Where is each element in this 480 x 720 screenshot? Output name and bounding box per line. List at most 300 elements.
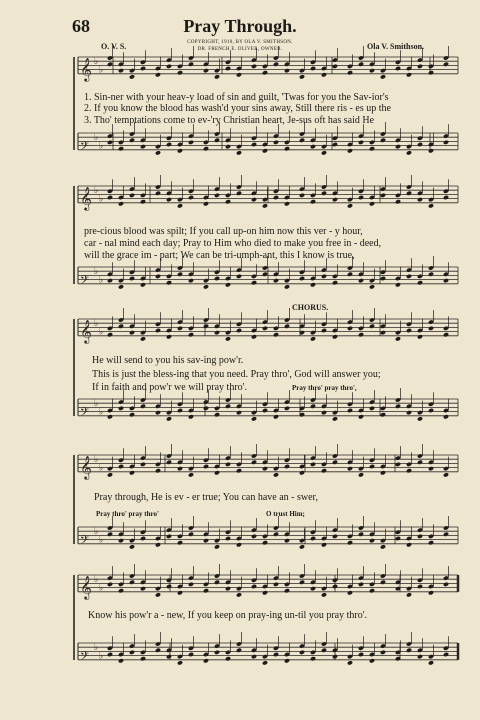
notehead [417, 460, 423, 465]
notehead [236, 592, 242, 597]
notehead [395, 282, 401, 287]
notehead [310, 656, 316, 661]
flat-icon: ♭ [99, 462, 104, 473]
notehead [380, 470, 386, 475]
notehead [380, 74, 386, 79]
notehead [203, 68, 209, 73]
flat-icon: ♭ [99, 406, 104, 417]
notehead [166, 416, 172, 421]
notehead [251, 584, 257, 589]
notehead [358, 278, 364, 283]
notehead [369, 201, 375, 206]
notehead [188, 472, 194, 477]
notehead [155, 542, 161, 547]
notehead [273, 332, 279, 337]
notehead [251, 280, 257, 285]
notehead [406, 648, 412, 653]
notehead [310, 404, 316, 409]
notehead [107, 195, 113, 200]
notehead [225, 144, 231, 149]
notehead [251, 142, 257, 147]
notehead [262, 466, 268, 471]
notehead [417, 416, 423, 421]
notehead [118, 658, 124, 663]
notehead [358, 652, 364, 657]
notehead [310, 282, 316, 287]
notehead [225, 586, 231, 591]
notehead [262, 148, 268, 153]
notehead [406, 150, 412, 155]
notehead [214, 470, 220, 475]
notehead [140, 404, 146, 409]
notehead [225, 656, 231, 661]
notehead [155, 191, 161, 196]
notehead [273, 195, 279, 200]
notehead [310, 66, 316, 71]
notehead [166, 197, 172, 202]
notehead [347, 660, 353, 665]
notehead [203, 588, 209, 593]
flat-icon: ♭ [94, 132, 99, 143]
notehead [310, 536, 316, 541]
notehead [129, 544, 135, 549]
notehead [417, 334, 423, 339]
bass-clef-icon: 𝄢 [80, 405, 90, 422]
notehead [428, 272, 434, 277]
flat-icon: ♭ [94, 454, 99, 465]
notehead [273, 414, 279, 419]
notehead [118, 464, 124, 469]
notehead [369, 146, 375, 151]
notehead [347, 203, 353, 208]
notehead [299, 544, 305, 549]
verse-2-line-2: car - nal mind each day; Pray to Him who died to make you free in - deed, [84, 238, 382, 249]
notehead [118, 68, 124, 73]
notehead [299, 470, 305, 475]
notehead [118, 201, 124, 206]
notehead [428, 70, 434, 75]
notehead [166, 460, 172, 465]
notehead [284, 464, 290, 469]
notehead [236, 274, 242, 279]
notehead [188, 414, 194, 419]
notehead [251, 416, 257, 421]
chorus-line-2: Know his pow'r a - new, If you keep on pray-ing un-til you pray thro'. [88, 610, 368, 621]
notehead [443, 582, 449, 587]
notehead [177, 203, 183, 208]
flat-icon: ♭ [94, 266, 99, 277]
notehead [140, 282, 146, 287]
notehead [395, 66, 401, 71]
notehead [107, 472, 113, 477]
notehead [332, 64, 338, 69]
notehead [129, 193, 135, 198]
notehead [251, 334, 257, 339]
notehead [251, 534, 257, 539]
notehead [380, 193, 386, 198]
notehead [188, 62, 194, 67]
notehead [406, 542, 412, 547]
bass-clef-icon: 𝄢 [80, 533, 90, 550]
notehead [129, 276, 135, 281]
verse-2-line-3: This is just the bless-ing that you need. Pray thro', God will answer you; [92, 369, 381, 380]
hymn-title: Pray Through. [183, 16, 297, 36]
notehead [380, 412, 386, 417]
notehead [129, 74, 135, 79]
notehead [310, 462, 316, 467]
notehead [225, 66, 231, 71]
notehead [299, 276, 305, 281]
notehead [188, 195, 194, 200]
notehead [203, 538, 209, 543]
notehead [140, 536, 146, 541]
notehead [118, 324, 124, 329]
notehead [380, 544, 386, 549]
notehead [140, 336, 146, 341]
author-credit: Ola V. Smithson. [367, 42, 425, 51]
notehead [347, 540, 353, 545]
notehead [214, 330, 220, 335]
treble-clef-icon: 𝄞 [80, 574, 92, 599]
notehead [262, 70, 268, 75]
flat-icon: ♭ [94, 526, 99, 537]
notehead [380, 138, 386, 143]
notehead [166, 334, 172, 339]
notehead [417, 534, 423, 539]
notehead [428, 540, 434, 545]
notehead [188, 532, 194, 537]
notehead [299, 193, 305, 198]
notehead [443, 472, 449, 477]
notehead [443, 532, 449, 537]
notehead [428, 148, 434, 153]
verse-3-line-3: If in faith and pow'r we will pray thro'. [92, 382, 247, 393]
notehead [118, 406, 124, 411]
notehead [310, 144, 316, 149]
verse-1-line-3: He will send to you his sav-ing pow'r. [92, 355, 244, 366]
notehead [155, 410, 161, 415]
verse-1-line-1: 1. Sin-ner with your heav-y load of sin and guilt, 'Twas for you the Sav-ior's [84, 92, 389, 103]
notehead [358, 195, 364, 200]
notehead [284, 324, 290, 329]
notehead [321, 191, 327, 196]
notehead [358, 532, 364, 537]
notehead [225, 336, 231, 341]
treble-clef-icon: 𝄞 [80, 56, 92, 81]
notehead [395, 404, 401, 409]
notehead [129, 138, 135, 143]
notehead [332, 534, 338, 539]
notehead [332, 460, 338, 465]
notehead [166, 280, 172, 285]
notehead [236, 542, 242, 547]
notehead [443, 140, 449, 145]
notehead [273, 582, 279, 587]
notehead [395, 336, 401, 341]
notehead [203, 658, 209, 663]
verse-3-line-1: 3. Tho' temptations come to ev-'ry Christian heart, Je-sus oft has said He [84, 115, 375, 126]
notehead [118, 538, 124, 543]
notehead [118, 284, 124, 289]
notehead [236, 72, 242, 77]
notehead [129, 470, 135, 475]
notehead [428, 203, 434, 208]
flat-icon: ♭ [99, 534, 104, 545]
notehead [203, 201, 209, 206]
notehead [155, 274, 161, 279]
verse-2-line-1: 2. If you know the blood has wash'd your sins away, Still there ris - es up the [84, 103, 391, 114]
notehead [284, 406, 290, 411]
notehead [417, 142, 423, 147]
notehead [225, 404, 231, 409]
notehead [107, 532, 113, 537]
notehead [347, 148, 353, 153]
notehead [214, 650, 220, 655]
notehead [299, 74, 305, 79]
notehead [214, 193, 220, 198]
notehead [236, 191, 242, 196]
notehead [140, 462, 146, 467]
notehead [443, 332, 449, 337]
notehead [406, 72, 412, 77]
notehead [129, 412, 135, 417]
notehead [332, 334, 338, 339]
notehead [332, 142, 338, 147]
notehead [358, 582, 364, 587]
notehead [273, 62, 279, 67]
notehead [225, 282, 231, 287]
notehead [428, 590, 434, 595]
notehead [177, 540, 183, 545]
notehead [166, 142, 172, 147]
notehead [321, 274, 327, 279]
notehead [406, 328, 412, 333]
notehead [188, 332, 194, 337]
notehead [284, 201, 290, 206]
notehead [310, 336, 316, 341]
notehead [321, 328, 327, 333]
notehead [107, 582, 113, 587]
flat-icon: ♭ [99, 274, 104, 285]
notehead [251, 460, 257, 465]
notehead [369, 324, 375, 329]
notehead [395, 199, 401, 204]
notehead [118, 588, 124, 593]
notehead [166, 654, 172, 659]
notehead [262, 540, 268, 545]
notehead [262, 272, 268, 277]
chorus-line-1: Pray through, He is ev - er true; You can have an - swer, [94, 492, 318, 503]
notehead [236, 468, 242, 473]
notehead [214, 138, 220, 143]
notehead [262, 590, 268, 595]
notehead [417, 64, 423, 69]
flat-icon: ♭ [94, 318, 99, 329]
notehead [214, 580, 220, 585]
notehead [214, 412, 220, 417]
notehead [380, 580, 386, 585]
notehead [369, 538, 375, 543]
notehead [369, 284, 375, 289]
notehead [188, 278, 194, 283]
flat-icon: ♭ [99, 193, 104, 204]
notehead [203, 284, 209, 289]
flat-icon: ♭ [99, 326, 104, 337]
tune-credit: O. V. S. [101, 42, 127, 51]
notehead [358, 414, 364, 419]
notehead [380, 276, 386, 281]
flat-icon: ♭ [94, 185, 99, 196]
notehead [417, 654, 423, 659]
notehead [273, 472, 279, 477]
notehead [321, 592, 327, 597]
notehead [380, 330, 386, 335]
notehead [284, 284, 290, 289]
notehead [310, 586, 316, 591]
flat-icon: ♭ [99, 64, 104, 75]
notehead [369, 588, 375, 593]
notehead [140, 656, 146, 661]
notehead [428, 326, 434, 331]
notehead [203, 464, 209, 469]
page-number: 68 [72, 16, 90, 36]
flat-icon: ♭ [94, 642, 99, 653]
notehead [284, 658, 290, 663]
echo-pray-thro-2: Pray thro' pray thro' [96, 510, 159, 518]
notehead [358, 140, 364, 145]
notehead [155, 648, 161, 653]
flat-icon: ♭ [94, 398, 99, 409]
notehead [273, 278, 279, 283]
notehead [443, 195, 449, 200]
notehead [369, 658, 375, 663]
notehead [332, 197, 338, 202]
flat-icon: ♭ [99, 582, 104, 593]
notehead [347, 408, 353, 413]
notehead [428, 660, 434, 665]
notehead [443, 414, 449, 419]
notehead [310, 199, 316, 204]
notehead [262, 660, 268, 665]
notehead [129, 580, 135, 585]
treble-clef-icon: 𝄞 [80, 185, 92, 210]
notehead [284, 538, 290, 543]
notehead [107, 652, 113, 657]
notehead [236, 328, 242, 333]
notehead [417, 197, 423, 202]
flat-icon: ♭ [94, 56, 99, 67]
notehead [107, 62, 113, 67]
notehead [369, 68, 375, 73]
notehead [140, 586, 146, 591]
notehead [262, 408, 268, 413]
notehead [443, 278, 449, 283]
notehead [188, 582, 194, 587]
flat-icon: ♭ [99, 650, 104, 661]
notehead [129, 650, 135, 655]
copyright-line-1: COPYRIGHT, 1910, BY OLA V. SMITHSON. [187, 40, 293, 45]
notehead [428, 408, 434, 413]
notehead [284, 146, 290, 151]
notehead [321, 468, 327, 473]
notehead [347, 326, 353, 331]
notehead [428, 466, 434, 471]
notehead [369, 464, 375, 469]
notehead [188, 652, 194, 657]
notehead [406, 410, 412, 415]
notehead [417, 280, 423, 285]
notehead [251, 64, 257, 69]
notehead [262, 326, 268, 331]
verse-3-line-2: will the grace im - part; We can be tri-umph-ant, this I know is true, [84, 250, 355, 261]
notehead [358, 472, 364, 477]
notehead [321, 542, 327, 547]
flat-icon: ♭ [94, 574, 99, 585]
bass-clef-icon: 𝄢 [80, 139, 90, 156]
notehead [406, 468, 412, 473]
notehead [332, 654, 338, 659]
notehead [107, 414, 113, 419]
notehead [332, 584, 338, 589]
notehead [177, 326, 183, 331]
bass-clef-icon: 𝄢 [80, 273, 90, 290]
copyright-line-2: DR. FRENCH E. OLIVER, OWNER. [197, 47, 283, 52]
verse-1-line-2: pre-cious blood was spilt; If you call up-on him now this ver - y hour, [84, 226, 363, 237]
notehead [443, 62, 449, 67]
notehead [155, 150, 161, 155]
notehead [107, 278, 113, 283]
notehead [273, 140, 279, 145]
chorus-label: CHORUS. [292, 303, 329, 312]
notehead [225, 199, 231, 204]
notehead [284, 588, 290, 593]
notehead [332, 416, 338, 421]
notehead [107, 140, 113, 145]
notehead [177, 590, 183, 595]
notehead [299, 580, 305, 585]
notehead [177, 148, 183, 153]
notehead [177, 408, 183, 413]
notehead [140, 199, 146, 204]
notehead [155, 72, 161, 77]
notehead [273, 652, 279, 657]
notehead [166, 64, 172, 69]
notehead [321, 150, 327, 155]
notehead [321, 72, 327, 77]
notehead [395, 144, 401, 149]
notehead [358, 332, 364, 337]
treble-clef-icon: 𝄞 [80, 318, 92, 343]
notehead [380, 650, 386, 655]
notehead [347, 590, 353, 595]
notehead [129, 330, 135, 335]
notehead [140, 144, 146, 149]
notehead [177, 466, 183, 471]
notehead [406, 274, 412, 279]
notehead [140, 66, 146, 71]
notehead [406, 191, 412, 196]
notehead [395, 536, 401, 541]
notehead [406, 592, 412, 597]
notehead [214, 74, 220, 79]
notehead [203, 406, 209, 411]
notehead [155, 328, 161, 333]
notehead [321, 410, 327, 415]
notehead [214, 544, 220, 549]
notehead [188, 140, 194, 145]
notehead [262, 203, 268, 208]
bass-clef-icon: 𝄢 [80, 649, 90, 666]
